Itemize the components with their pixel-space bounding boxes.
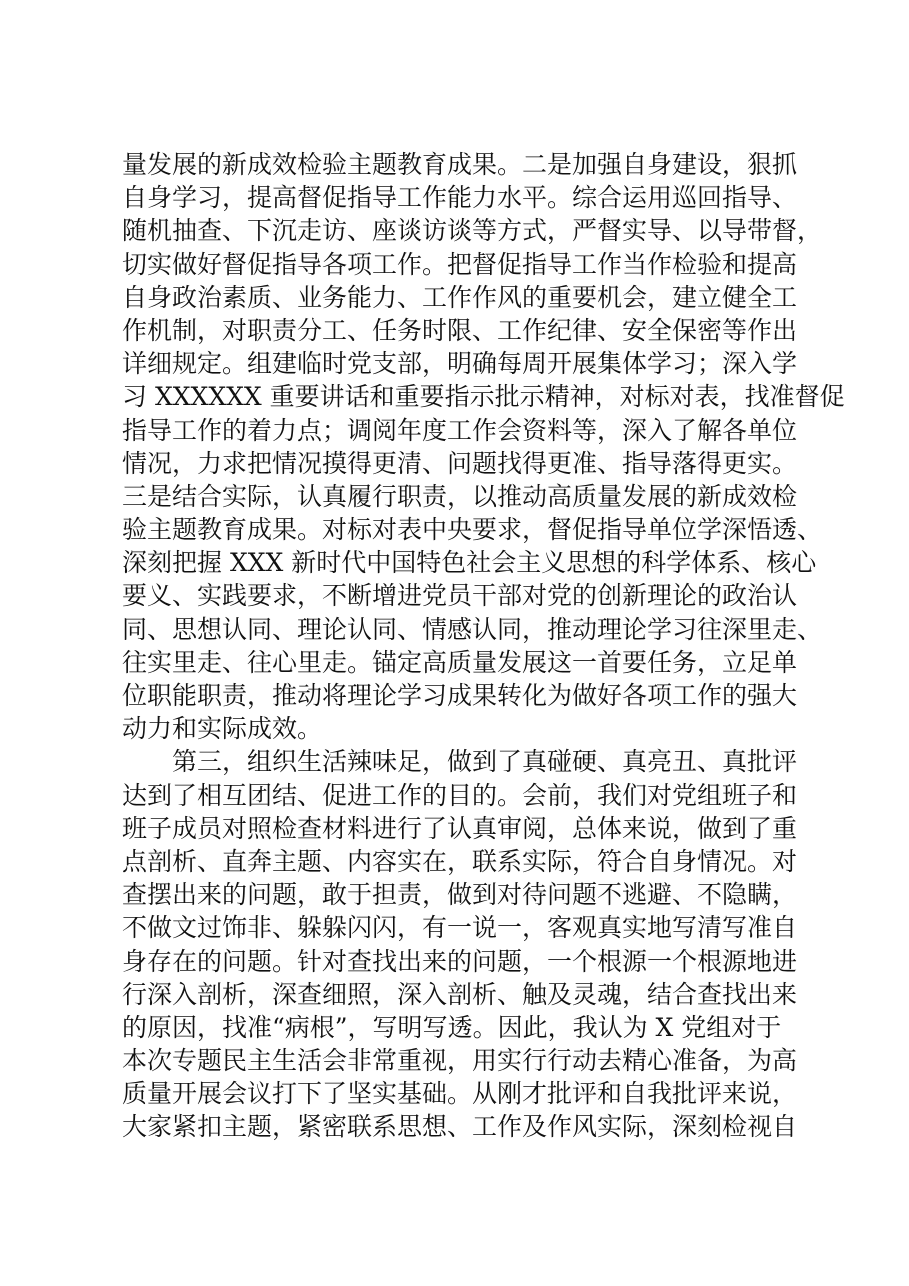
text-line: 切实做好督促指导各项工作。把督促指导工作当作检验和提高: [122, 249, 798, 279]
text-line: 班子成员对照检查材料进行了认真审阅，总体来说，做到了重: [122, 813, 798, 843]
text-line: 往实里走、往心里走。锚定高质量发展这一首要任务，立足单: [122, 647, 798, 677]
text-line: 要义、实践要求，不断增进党员干部对党的创新理论的政治认: [122, 581, 798, 611]
text-line: 大家紧扣主题，紧密联系思想、工作及作风实际，深刻检视自: [122, 1112, 798, 1142]
text-line: 的原因，找准“病根”，写明写透。因此，我认为 X 党组对于: [122, 1012, 782, 1042]
text-line: 三是结合实际，认真履行职责，以推动高质量发展的新成效检: [122, 481, 798, 511]
text-line: 质量开展会议打下了坚实基础。从刚才批评和自我批评来说，: [122, 1079, 798, 1109]
text-line: 情况，力求把情况摸得更清、问题找得更准、指导落得更实。: [122, 448, 798, 478]
text-line: 详细规定。组建临时党支部，明确每周开展集体学习；深入学: [122, 349, 798, 379]
text-line: 指导工作的着力点；调阅年度工作会资料等，深入了解各单位: [122, 415, 798, 445]
text-line: 动力和实际成效。: [122, 714, 323, 744]
text-line: 同、思想认同、理论认同、情感认同，推动理论学习往深里走、: [122, 614, 823, 644]
text-line: 自身政治素质、业务能力、工作作风的重要机会，建立健全工: [122, 282, 798, 312]
text-line: 深刻把握 XXX 新时代中国特色社会主义思想的科学体系、核心: [122, 548, 817, 578]
text-line: 习 XXXXXX 重要讲话和重要指示批示精神，对标对表，找准督促: [122, 382, 845, 412]
text-line: 行深入剖析，深查细照，深入剖析、触及灵魂，结合查找出来: [122, 979, 798, 1009]
text-line: 本次专题民主生活会非常重视，用实行行动去精心准备，为高: [122, 1046, 798, 1076]
text-line: 自身学习，提高督促指导工作能力水平。综合运用巡回指导、: [122, 183, 798, 213]
text-line: 点剖析、直奔主题、内容实在，联系实际，符合自身情况。对: [122, 846, 798, 876]
text-line: 不做文过饰非、躲躲闪闪，有一说一，客观真实地写清写准自: [122, 913, 798, 943]
text-line: 查摆出来的问题，敢于担责，做到对待问题不逃避、不隐瞒，: [122, 880, 798, 910]
text-line: 量发展的新成效检验主题教育成果。二是加强自身建设，狠抓: [122, 150, 798, 179]
text-line: 身存在的问题。针对查找出来的问题，一个根源一个根源地进: [122, 946, 798, 976]
paragraph-first-line: 第三，组织生活辣味足，做到了真碰硬、真亮丑、真批评: [172, 747, 798, 777]
text-line: 随机抽查、下沉走访、座谈访谈等方式，严督实导、以导带督，: [122, 216, 823, 246]
body-text: [122, 148, 845, 1144]
text-line: 达到了相互团结、促进工作的目的。会前，我们对党组班子和: [122, 780, 798, 810]
text-line: 作机制，对职责分工、任务时限、工作纪律、安全保密等作出: [122, 315, 798, 345]
text-line: 位职能职责，推动将理论学习成果转化为做好各项工作的强大: [122, 681, 798, 710]
text-line: 验主题教育成果。对标对表中央要求，督促指导单位学深悟透、: [122, 515, 823, 545]
